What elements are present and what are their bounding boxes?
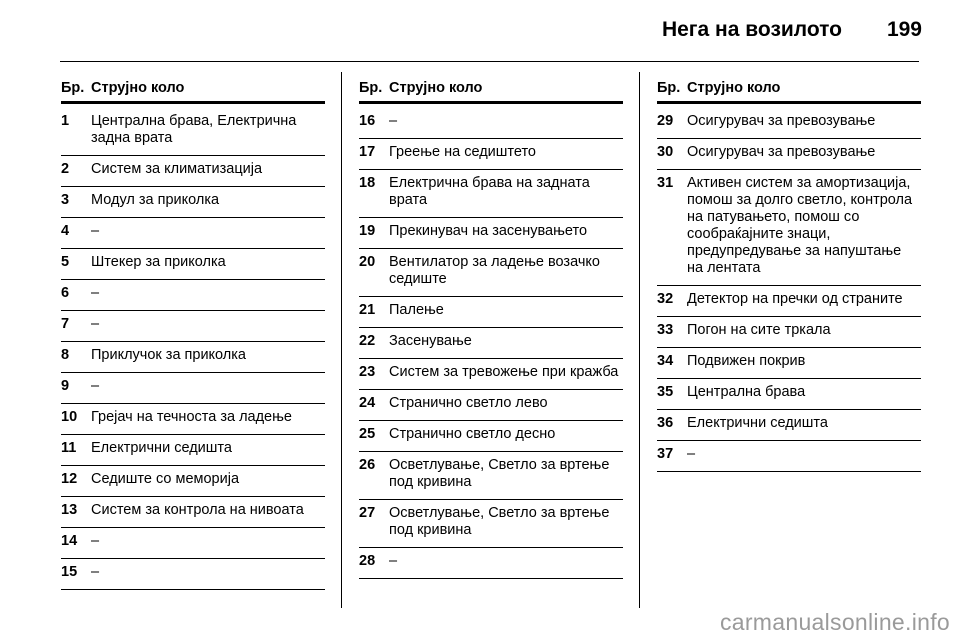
table-rows xyxy=(657,110,921,472)
circuit-description: Подвижен покрив xyxy=(687,353,806,369)
table-row xyxy=(359,502,623,548)
table-row xyxy=(359,423,623,452)
fuse-number: 20 xyxy=(359,254,376,270)
table-row xyxy=(61,530,325,559)
table-header xyxy=(657,80,921,104)
table-row xyxy=(657,288,921,317)
table-row xyxy=(359,110,623,139)
header-rule xyxy=(60,61,919,62)
circuit-description: – xyxy=(91,378,100,394)
fuse-number: 5 xyxy=(61,254,70,270)
circuit-description: Електрични седишта xyxy=(687,415,828,431)
table-row xyxy=(61,437,325,466)
page-number: 199 xyxy=(886,18,922,41)
fuse-number: 30 xyxy=(657,144,674,160)
table-row xyxy=(61,189,325,218)
fuse-number: 13 xyxy=(61,502,78,518)
fuse-number: 36 xyxy=(657,415,674,431)
fuse-number: 11 xyxy=(61,440,77,456)
circuit-description: Засенување xyxy=(389,333,472,349)
fuse-number: 29 xyxy=(657,113,674,129)
table-row xyxy=(359,361,623,390)
table-rows xyxy=(61,110,325,590)
fuse-number: 33 xyxy=(657,322,674,338)
page-title: Нега на возилото xyxy=(661,18,842,41)
circuit-description: Електрични седишта xyxy=(91,440,232,456)
fuse-number: 3 xyxy=(61,192,70,208)
table-row xyxy=(61,282,325,311)
fuse-number: 4 xyxy=(61,223,70,239)
fuse-number: 18 xyxy=(359,175,376,191)
table-row xyxy=(61,344,325,373)
header-number: Бр. xyxy=(657,80,681,96)
table-row xyxy=(359,550,623,579)
fuse-number: 2 xyxy=(61,161,70,177)
circuit-description: Вентилатор за ладење возачко седиште xyxy=(389,254,600,287)
fuse-table-column-3 xyxy=(657,80,921,474)
table-row xyxy=(61,110,325,156)
circuit-description: – xyxy=(91,533,100,549)
table-row xyxy=(657,110,921,139)
circuit-description: Осигурувач за превозување xyxy=(687,113,876,129)
table-row xyxy=(359,330,623,359)
fuse-number: 17 xyxy=(359,144,376,160)
fuse-number: 27 xyxy=(359,505,376,521)
table-row xyxy=(359,172,623,218)
fuse-number: 14 xyxy=(61,533,78,549)
fuse-number: 6 xyxy=(61,285,70,301)
circuit-description: Централна брава, Електрична задна врата xyxy=(91,113,297,146)
table-row xyxy=(359,299,623,328)
table-row xyxy=(61,468,325,497)
header-circuit: Струјно коло xyxy=(91,80,185,96)
table-row xyxy=(359,454,623,500)
table-row xyxy=(61,313,325,342)
fuse-number: 24 xyxy=(359,395,376,411)
fuse-number: 1 xyxy=(61,113,70,129)
fuse-number: 37 xyxy=(657,446,674,462)
table-row xyxy=(657,172,921,286)
fuse-number: 26 xyxy=(359,457,376,473)
circuit-description: Систем за контрола на нивоата xyxy=(91,502,304,518)
table-row xyxy=(657,319,921,348)
circuit-description: Прекинувач на засенувањето xyxy=(389,223,588,239)
circuit-description: – xyxy=(91,223,100,239)
circuit-description: Активен систем за амортизација, помош за долго светло, контрола на патувањето, помош со сообраќајните знаци, предупредување за напуштање на лентата xyxy=(687,175,913,276)
circuit-description: Електрична брава на задната врата xyxy=(389,175,590,208)
fuse-number: 32 xyxy=(657,291,674,307)
header-circuit: Струјно коло xyxy=(687,80,781,96)
table-row xyxy=(657,381,921,410)
table-row xyxy=(657,141,921,170)
circuit-description: Детектор на пречки од страните xyxy=(687,291,903,307)
circuit-description: Осветлување, Светло за вртење под кривина xyxy=(389,505,610,538)
fuse-number: 25 xyxy=(359,426,376,442)
table-row xyxy=(61,406,325,435)
circuit-description: – xyxy=(389,113,398,129)
table-row xyxy=(61,220,325,249)
circuit-description: Модул за приколка xyxy=(91,192,220,208)
fuse-number: 15 xyxy=(61,564,78,580)
fuse-number: 34 xyxy=(657,353,674,369)
circuit-description: – xyxy=(91,564,100,580)
fuse-number: 9 xyxy=(61,378,70,394)
header-number: Бр. xyxy=(61,80,85,96)
fuse-table-column-1 xyxy=(61,80,325,592)
circuit-description: Палење xyxy=(389,302,444,318)
circuit-description: – xyxy=(91,285,100,301)
table-row xyxy=(61,561,325,590)
fuse-number: 31 xyxy=(657,175,674,191)
circuit-description: – xyxy=(687,446,696,462)
circuit-description: Грејач на течноста за ладење xyxy=(91,409,292,425)
table-row xyxy=(61,375,325,404)
table-header xyxy=(61,80,325,104)
table-row xyxy=(359,220,623,249)
circuit-description: Погон на сите тркала xyxy=(687,322,831,338)
page-header xyxy=(0,0,960,62)
fuse-number: 8 xyxy=(61,347,70,363)
circuit-description: Седиште со меморија xyxy=(91,471,240,487)
circuit-description: Систем за тревожење при кражба xyxy=(389,364,619,380)
table-row xyxy=(657,350,921,379)
table-rows xyxy=(359,110,623,579)
table-header xyxy=(359,80,623,104)
column-divider xyxy=(639,72,640,608)
table-row xyxy=(359,392,623,421)
fuse-number: 21 xyxy=(359,302,376,318)
circuit-description: Странично светло лево xyxy=(389,395,548,411)
circuit-description: Осветлување, Светло за вртење под кривина xyxy=(389,457,610,490)
fuse-number: 28 xyxy=(359,553,376,569)
circuit-description: Штекер за приколка xyxy=(91,254,226,270)
fuse-number: 23 xyxy=(359,364,376,380)
circuit-description: – xyxy=(91,316,100,332)
watermark: carmanualsonline.info xyxy=(719,609,950,635)
header-circuit: Струјно коло xyxy=(389,80,483,96)
table-row xyxy=(61,158,325,187)
circuit-description: Систем за климатизација xyxy=(91,161,263,177)
circuit-description: Централна брава xyxy=(687,384,806,400)
column-divider xyxy=(341,72,342,608)
fuse-number: 16 xyxy=(359,113,376,129)
fuse-number: 19 xyxy=(359,223,376,239)
table-row xyxy=(359,141,623,170)
fuse-table-column-2 xyxy=(359,80,623,581)
fuse-number: 35 xyxy=(657,384,674,400)
fuse-number: 22 xyxy=(359,333,376,349)
header-number: Бр. xyxy=(359,80,383,96)
fuse-number: 7 xyxy=(61,316,70,332)
circuit-description: Греење на седиштето xyxy=(389,144,536,160)
table-row xyxy=(657,412,921,441)
circuit-description: Странично светло десно xyxy=(389,426,556,442)
table-row xyxy=(657,443,921,472)
table-row xyxy=(61,499,325,528)
circuit-description: Приклучок за приколка xyxy=(91,347,246,363)
fuse-number: 10 xyxy=(61,409,78,425)
table-row xyxy=(61,251,325,280)
fuse-number: 12 xyxy=(61,471,78,487)
circuit-description: Осигурувач за превозување xyxy=(687,144,876,160)
circuit-description: – xyxy=(389,553,398,569)
table-row xyxy=(359,251,623,297)
